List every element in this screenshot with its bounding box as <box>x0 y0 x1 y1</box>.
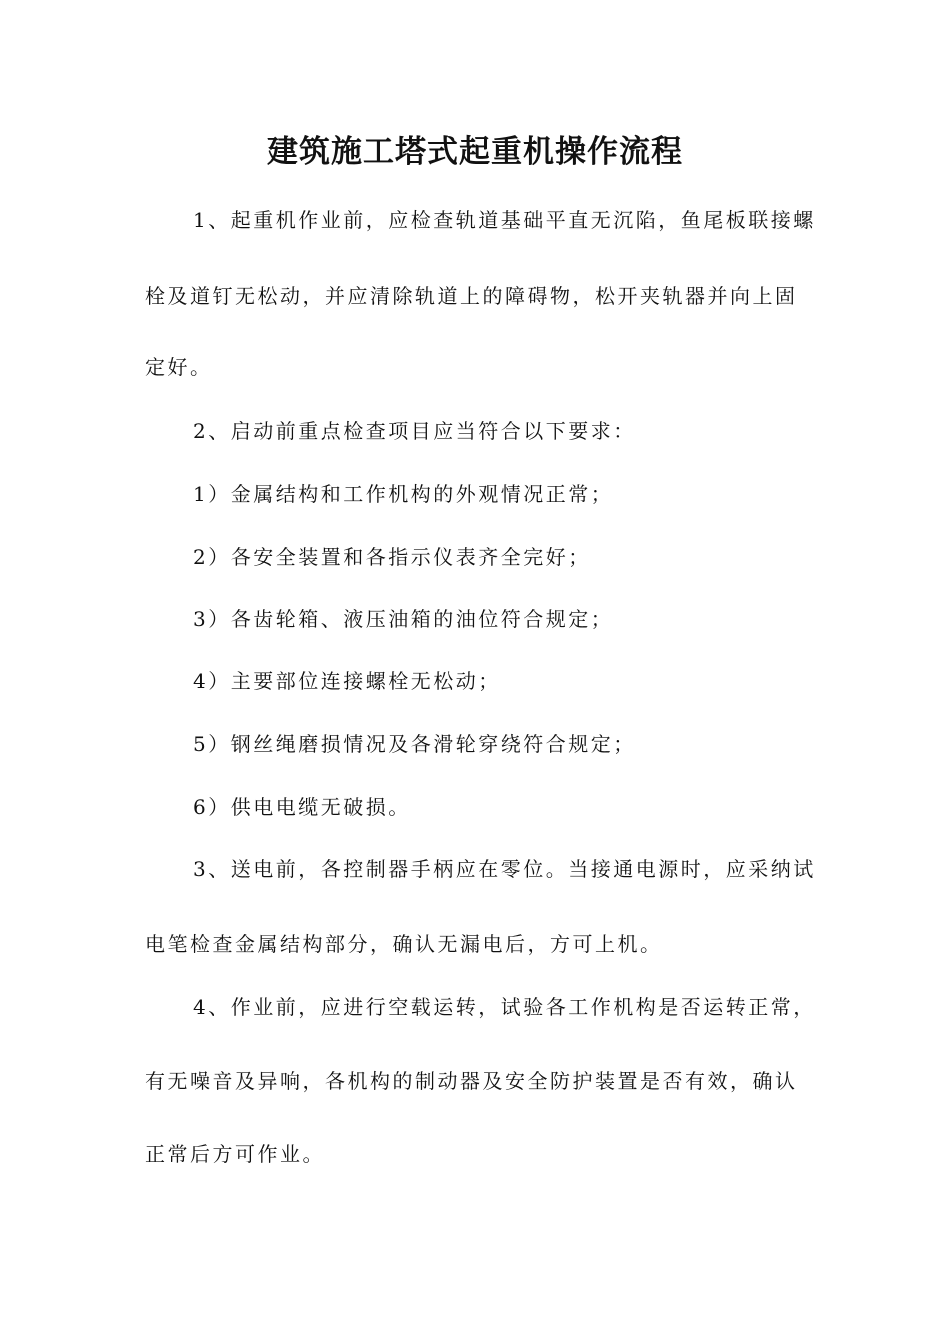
check-item-5: 5）钢丝绳磨损情况及各滑轮穿绕符合规定； <box>193 732 636 756</box>
paragraph-4-line-2: 有无噪音及异响，各机构的制动器及安全防护装置是否有效，确认 <box>145 1069 798 1093</box>
paragraph-1-line-2: 栓及道钉无松动，并应清除轨道上的障碍物，松开夹轨器并向上固 <box>145 284 798 308</box>
check-item-2: 2）各安全装置和各指示仪表齐全完好； <box>193 545 591 569</box>
document-title: 建筑施工塔式起重机操作流程 <box>267 134 683 170</box>
paragraph-4-line-3: 正常后方可作业。 <box>145 1142 325 1166</box>
paragraph-4-line-1: 4、作业前，应进行空载运转，试验各工作机构是否运转正常， <box>193 995 816 1019</box>
check-item-4: 4）主要部位连接螺栓无松动； <box>193 669 501 693</box>
check-item-3: 3）各齿轮箱、液压油箱的油位符合规定； <box>193 607 614 631</box>
check-item-1: 1）金属结构和工作机构的外观情况正常； <box>193 482 614 506</box>
paragraph-3-line-2: 电笔检查金属结构部分，确认无漏电后，方可上机。 <box>145 932 663 956</box>
check-item-6: 6）供电电缆无破损。 <box>193 795 411 819</box>
paragraph-3-line-1: 3、送电前，各控制器手柄应在零位。当接通电源时，应采纳试 <box>193 857 816 881</box>
paragraph-2-heading: 2、启动前重点检查项目应当符合以下要求： <box>193 419 636 443</box>
paragraph-1-line-1: 1、起重机作业前，应检查轨道基础平直无沉陷，鱼尾板联接螺 <box>193 208 816 232</box>
paragraph-1-line-3: 定好。 <box>145 355 213 379</box>
